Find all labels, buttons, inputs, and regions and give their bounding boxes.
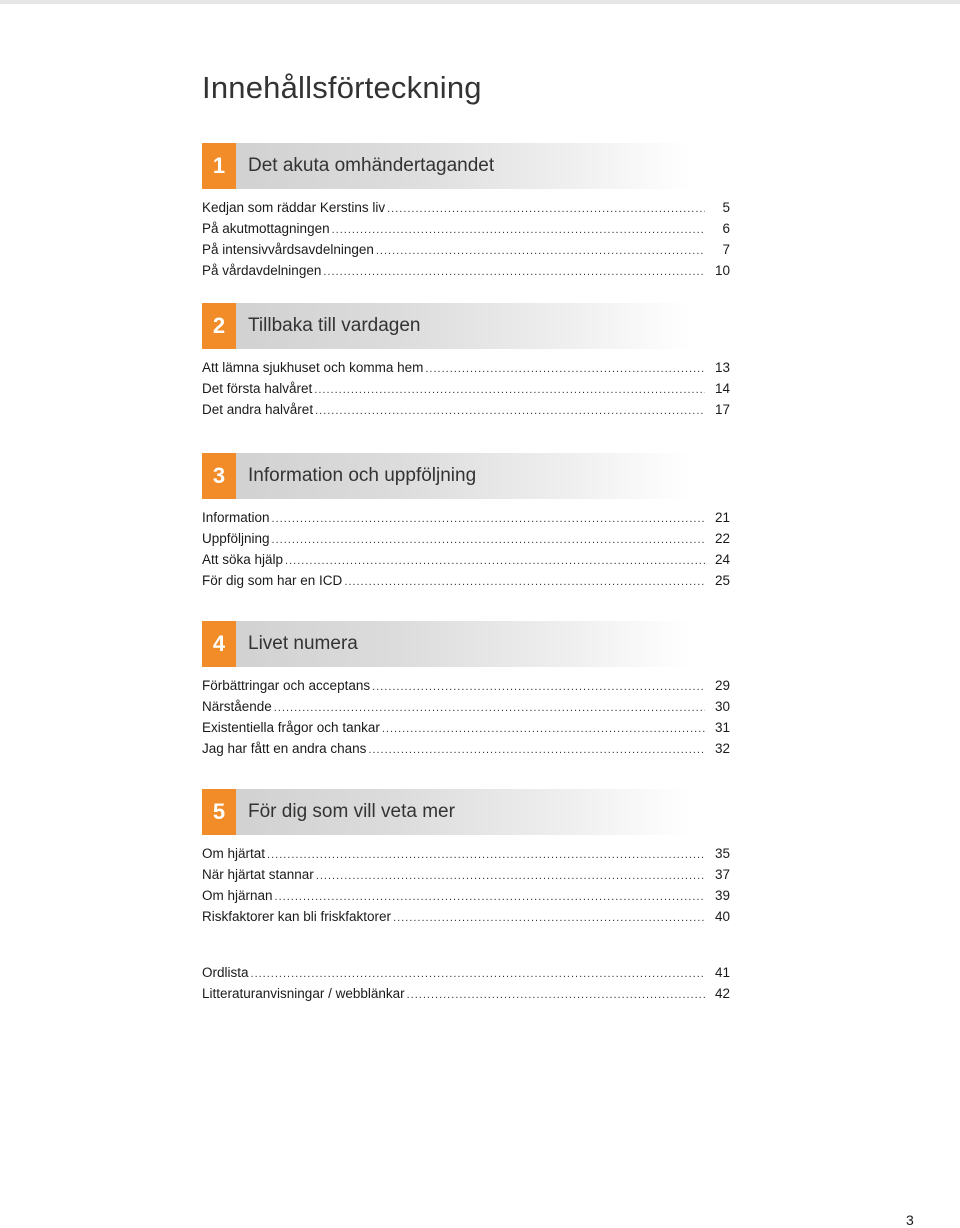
- dot-leader: [314, 384, 705, 396]
- toc-entry-label: På vårdavdelningen: [202, 263, 322, 278]
- toc-entry-page: 22: [714, 531, 730, 546]
- toc-entry-label: Att lämna sjukhuset och komma hem: [202, 360, 424, 375]
- dot-leader: [407, 989, 705, 1001]
- toc-section-3: [202, 453, 730, 594]
- dot-leader: [251, 968, 705, 980]
- toc-entry-label: Uppföljning: [202, 531, 270, 546]
- toc-entry[interactable]: [202, 263, 730, 284]
- toc-entry-label: Närstående: [202, 699, 272, 714]
- toc-entry[interactable]: [202, 986, 730, 1007]
- toc-entry-label: Information: [202, 510, 270, 525]
- dot-leader: [332, 224, 705, 236]
- section-header: [202, 621, 692, 667]
- toc-entries: [202, 846, 730, 930]
- toc-entry-label: Ordlista: [202, 965, 249, 980]
- section-header: [202, 789, 692, 835]
- toc-entry-page: 13: [714, 360, 730, 375]
- toc-entry-page: 17: [714, 402, 730, 417]
- toc-section-1: [202, 143, 730, 284]
- toc-section-2: [202, 303, 730, 423]
- toc-entry-label: På intensivvårdsavdelningen: [202, 242, 374, 257]
- toc-entry[interactable]: [202, 221, 730, 242]
- toc-entry-label: Om hjärnan: [202, 888, 273, 903]
- section-title: Tillbaka till vardagen: [248, 315, 421, 336]
- toc-appendix: [202, 965, 730, 1007]
- section-number: 4: [202, 621, 236, 667]
- dot-leader: [267, 849, 705, 861]
- toc-entries: [202, 510, 730, 594]
- toc-entry-label: Om hjärtat: [202, 846, 266, 861]
- toc-entry-page: 41: [714, 965, 730, 980]
- toc-entry[interactable]: [202, 402, 730, 423]
- page-number: 3: [906, 1212, 914, 1228]
- toc-entry-page: 42: [714, 986, 730, 1001]
- toc-entry-page: 30: [714, 699, 730, 714]
- section-number: 2: [202, 303, 236, 349]
- toc-entry-label: För dig som har en ICD: [202, 573, 343, 588]
- toc-entry[interactable]: [202, 510, 730, 531]
- dot-leader: [316, 870, 705, 882]
- top-rule: [0, 0, 960, 4]
- toc-entry-page: 5: [722, 200, 730, 215]
- toc-entry[interactable]: [202, 381, 730, 402]
- toc-entry-page: 35: [714, 846, 730, 861]
- toc-entry[interactable]: [202, 678, 730, 699]
- dot-leader: [274, 702, 705, 714]
- section-number: 1: [202, 143, 236, 189]
- dot-leader: [372, 681, 705, 693]
- toc-entries: [202, 200, 730, 284]
- toc-entry[interactable]: [202, 360, 730, 381]
- toc-entry-page: 37: [714, 867, 730, 882]
- toc-entry-page: 29: [714, 678, 730, 693]
- section-title: Livet numera: [248, 633, 358, 654]
- toc-entry[interactable]: [202, 720, 730, 741]
- dot-leader: [323, 266, 705, 278]
- toc-entry[interactable]: [202, 846, 730, 867]
- dot-leader: [376, 245, 705, 257]
- dot-leader: [315, 405, 705, 417]
- section-title: För dig som vill veta mer: [248, 801, 455, 822]
- section-header: [202, 143, 692, 189]
- dot-leader: [393, 912, 705, 924]
- toc-entry-label: Riskfaktorer kan bli friskfaktorer: [202, 909, 392, 924]
- toc-entry[interactable]: [202, 200, 730, 221]
- toc-entry[interactable]: [202, 888, 730, 909]
- toc-entry-page: 7: [722, 242, 730, 257]
- section-header: [202, 453, 692, 499]
- dot-leader: [275, 891, 705, 903]
- toc-entry[interactable]: [202, 867, 730, 888]
- toc-entry-page: 31: [714, 720, 730, 735]
- section-number: 3: [202, 453, 236, 499]
- toc-entry-label: Att söka hjälp: [202, 552, 284, 567]
- toc-entry-page: 40: [714, 909, 730, 924]
- toc-entry[interactable]: [202, 573, 730, 594]
- toc-section-5: [202, 789, 730, 930]
- toc-entry-label: Kedjan som räddar Kerstins liv: [202, 200, 386, 215]
- toc-entry[interactable]: [202, 552, 730, 573]
- dot-leader: [344, 576, 705, 588]
- toc-entry[interactable]: [202, 242, 730, 263]
- toc-entry-label: Jag har fått en andra chans: [202, 741, 367, 756]
- toc-entry-label: Förbättringar och acceptans: [202, 678, 371, 693]
- toc-entry-label: Det andra halvåret: [202, 402, 314, 417]
- toc-entry-label: När hjärtat stannar: [202, 867, 314, 882]
- toc-entry-label: På akutmottagningen: [202, 221, 330, 236]
- toc-entry-label: Existentiella frågor och tankar: [202, 720, 380, 735]
- dot-leader: [272, 534, 705, 546]
- toc-entry-label: Litteraturanvisningar / webblänkar: [202, 986, 405, 1001]
- dot-leader: [285, 555, 705, 567]
- page-title: Innehållsförteckning: [202, 70, 482, 105]
- toc-entry-page: 6: [722, 221, 730, 236]
- dot-leader: [387, 203, 705, 215]
- toc-entry-page: 21: [714, 510, 730, 525]
- section-title: Det akuta omhändertagandet: [248, 155, 495, 176]
- toc-entries: [202, 678, 730, 762]
- toc-entry-label: Det första halvåret: [202, 381, 313, 396]
- toc-entry[interactable]: [202, 531, 730, 552]
- toc-entry-page: 24: [714, 552, 730, 567]
- section-title: Information och uppföljning: [248, 465, 477, 486]
- toc-entry[interactable]: [202, 965, 730, 986]
- dot-leader: [272, 513, 705, 525]
- toc-entry[interactable]: [202, 909, 730, 930]
- toc-entry-page: 32: [714, 741, 730, 756]
- dot-leader: [382, 723, 705, 735]
- dot-leader: [368, 744, 705, 756]
- section-number: 5: [202, 789, 236, 835]
- toc-entry[interactable]: [202, 741, 730, 762]
- section-header: [202, 303, 692, 349]
- toc-entry-page: 14: [714, 381, 730, 396]
- toc-entry-page: 25: [714, 573, 730, 588]
- toc-entries: [202, 360, 730, 423]
- toc-entry[interactable]: [202, 699, 730, 720]
- toc-section-4: [202, 621, 730, 762]
- toc-entry-page: 39: [714, 888, 730, 903]
- dot-leader: [425, 363, 705, 375]
- toc-entry-page: 10: [714, 263, 730, 278]
